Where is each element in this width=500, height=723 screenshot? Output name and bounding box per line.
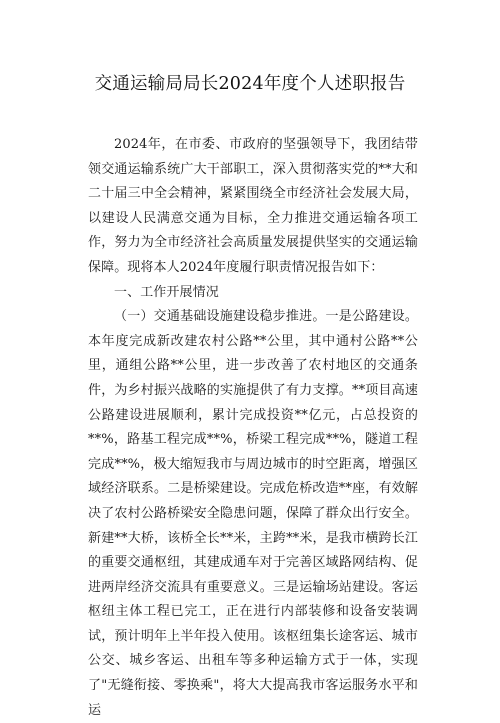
document-title: 交通运输局局长2024年度个人述职报告: [94, 74, 406, 94]
section-heading: 一、工作开展情况: [114, 284, 219, 300]
intro-paragraph: 2024年，在市委、市政府的坚强领导下，我团结带领交通运输系统广大干部职工，深入贯彻落实党的**大和二十届三中全会精神，紧紧围绕全市经济社会发展大局，以建设人民满意交通为目标，全力推进交通运输各项工作，努力为全市经济社会高质量发展提供坚实的交通运输保障。现将本人2024年度履行职责情况报告如下：: [88, 137, 418, 275]
section-paragraph: （一）交通基础设施建设稳步推进。一是公路建设。本年度完成新改建农村公路**公里，其中通村公路**公里，通组公路**公里，进一步改善了农村地区的交通条件，为乡村振兴战略的实施提供了有力支撑。**项目高速公路建设进展顺利，累计完成投资**亿元，占总投资的**%，路基工程完成**%，桥梁工程完成**%，隧道工程完成**%，极大缩短我市与周边城市的时空距离，增强区域经济联系。二是桥梁建设。完成危桥改造**座，有效解决了农村公路桥梁安全隐患问题，保障了群众出行安全。新建**大桥，该桥全长**米，主跨**米，是我市横跨长江的重要交通枢纽，其建成通车对于完善区域路网结构、促进两岸经济交流具有重要意义。三是运输场站建设。客运枢纽主体工程已完工，正在进行内部装修和设备安装调试，预计明年上半年投入使用。该枢纽集长途客运、城市公交、城乡客运、出租车等多种运输方式于一体，实现了"无缝衔接、零换乘"，将大大提高我市客运服务水平和运: [88, 309, 418, 718]
document-body: [88, 133, 418, 723]
